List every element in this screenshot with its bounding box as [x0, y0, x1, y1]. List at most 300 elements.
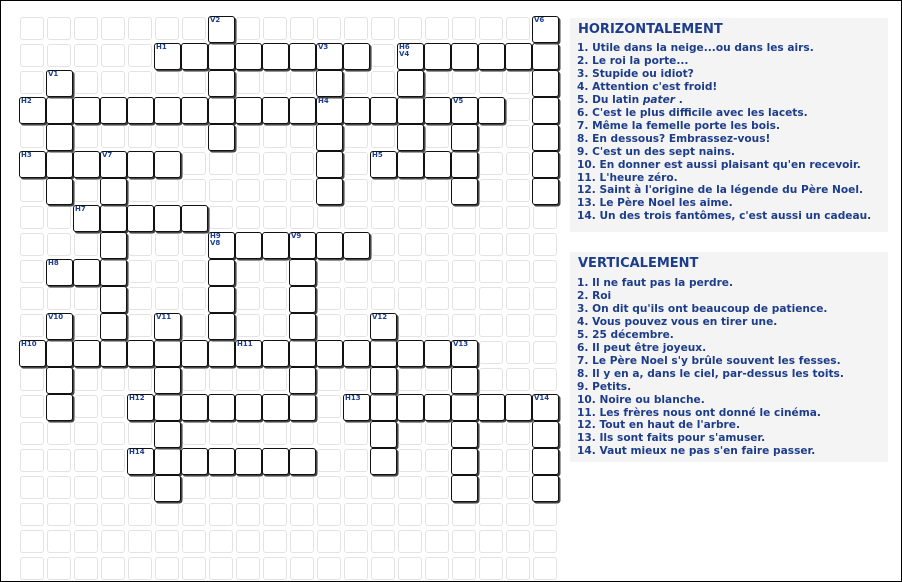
answer-cell[interactable]: [478, 43, 505, 70]
answer-cell[interactable]: [154, 340, 181, 367]
answer-cell[interactable]: [478, 394, 505, 421]
empty-grid-cell: [506, 530, 530, 553]
empty-grid-cell: [128, 422, 152, 445]
empty-grid-cell: [263, 179, 287, 202]
clue-text: 6. C'est le plus difficile avec les lacets.: [577, 106, 808, 119]
answer-cell[interactable]: [73, 205, 100, 232]
answer-cell[interactable]: [289, 313, 316, 340]
answer-cell[interactable]: [532, 448, 559, 475]
vertical-clue: [577, 342, 844, 355]
empty-grid-cell: [182, 17, 206, 40]
answer-cell[interactable]: [127, 394, 154, 421]
answer-cell[interactable]: [532, 16, 559, 43]
answer-cell[interactable]: [235, 43, 262, 70]
clue-number-label: V7: [102, 151, 113, 159]
empty-grid-cell: [236, 206, 260, 229]
empty-grid-cell: [506, 125, 530, 148]
empty-grid-cell: [263, 125, 287, 148]
clue-number-label: V12: [372, 313, 388, 321]
answer-cell[interactable]: [235, 394, 262, 421]
empty-grid-cell: [344, 557, 368, 580]
answer-cell[interactable]: [316, 43, 343, 70]
answer-cell[interactable]: [46, 151, 73, 178]
answer-cell[interactable]: [100, 205, 127, 232]
empty-grid-cell: [182, 314, 206, 337]
empty-grid-cell: [182, 287, 206, 310]
answer-cell[interactable]: [289, 232, 316, 259]
empty-grid-cell: [20, 17, 44, 40]
empty-grid-cell: [533, 557, 557, 580]
answer-cell[interactable]: [46, 178, 73, 205]
answer-cell[interactable]: [451, 43, 478, 70]
empty-grid-cell: [371, 71, 395, 94]
empty-grid-cell: [128, 71, 152, 94]
empty-grid-cell: [344, 368, 368, 391]
answer-cell[interactable]: [532, 43, 559, 70]
empty-grid-cell: [263, 557, 287, 580]
clue-text: 12. Tout en haut de l'arbre.: [577, 419, 740, 432]
answer-cell[interactable]: [370, 367, 397, 394]
empty-grid-cell: [371, 260, 395, 283]
empty-grid-cell: [425, 71, 449, 94]
empty-grid-cell: [344, 125, 368, 148]
empty-grid-cell: [506, 368, 530, 391]
empty-grid-cell: [290, 530, 314, 553]
empty-grid-cell: [317, 17, 341, 40]
answer-cell[interactable]: [370, 340, 397, 367]
clue-number-label: H11: [237, 340, 253, 348]
empty-grid-cell: [479, 314, 503, 337]
answer-cell[interactable]: [478, 97, 505, 124]
empty-grid-cell: [263, 260, 287, 283]
clue-number-label: V11: [156, 313, 172, 321]
empty-grid-cell: [209, 422, 233, 445]
empty-grid-cell: [479, 341, 503, 364]
answer-cell[interactable]: [181, 448, 208, 475]
empty-grid-cell: [128, 530, 152, 553]
clue-text: 14. Un des trois fantômes, c'est aussi un cadeau.: [577, 210, 872, 223]
empty-grid-cell: [74, 530, 98, 553]
empty-grid-cell: [74, 179, 98, 202]
answer-cell[interactable]: [154, 448, 181, 475]
answer-cell[interactable]: [451, 367, 478, 394]
empty-grid-cell: [209, 368, 233, 391]
empty-grid-cell: [236, 260, 260, 283]
answer-cell[interactable]: [397, 340, 424, 367]
answer-cell[interactable]: [370, 97, 397, 124]
answer-cell[interactable]: [451, 394, 478, 421]
answer-cell[interactable]: [208, 124, 235, 151]
answer-cell[interactable]: [235, 232, 262, 259]
empty-grid-cell: [425, 260, 449, 283]
answer-cell[interactable]: [73, 151, 100, 178]
empty-grid-cell: [20, 179, 44, 202]
answer-cell[interactable]: [46, 97, 73, 124]
answer-cell[interactable]: [532, 124, 559, 151]
empty-grid-cell: [20, 368, 44, 391]
answer-cell[interactable]: [451, 124, 478, 151]
answer-cell[interactable]: [262, 97, 289, 124]
answer-cell[interactable]: [451, 448, 478, 475]
clue-text: 12. Saint à l'origine de la légende du Père Noel.: [577, 184, 863, 197]
empty-grid-cell: [263, 476, 287, 499]
clue-number-label: V1: [48, 70, 59, 78]
empty-grid-cell: [128, 233, 152, 256]
answer-cell[interactable]: [532, 151, 559, 178]
answer-cell[interactable]: [316, 151, 343, 178]
empty-grid-cell: [128, 17, 152, 40]
answer-cell[interactable]: [46, 70, 73, 97]
empty-grid-cell: [236, 530, 260, 553]
empty-grid-cell: [236, 476, 260, 499]
answer-cell[interactable]: [316, 70, 343, 97]
answer-cell[interactable]: [154, 367, 181, 394]
clue-text: 9. Petits.: [577, 380, 632, 393]
empty-grid-cell: [128, 44, 152, 67]
answer-cell[interactable]: [154, 475, 181, 502]
answer-cell[interactable]: [19, 340, 46, 367]
answer-cell[interactable]: [154, 97, 181, 124]
empty-grid-cell: [182, 368, 206, 391]
answer-cell[interactable]: [100, 259, 127, 286]
empty-grid-cell: [290, 557, 314, 580]
clue-text: 8. En dessous? Embrassez-vous!: [577, 132, 771, 145]
answer-cell[interactable]: [262, 232, 289, 259]
clue-number-label: V14: [534, 394, 550, 402]
answer-cell[interactable]: [127, 340, 154, 367]
answer-cell[interactable]: [100, 151, 127, 178]
answer-cell[interactable]: [181, 394, 208, 421]
empty-grid-cell: [479, 233, 503, 256]
answer-cell[interactable]: [208, 286, 235, 313]
empty-grid-cell: [479, 152, 503, 175]
answer-cell[interactable]: [505, 43, 532, 70]
answer-cell[interactable]: [154, 43, 181, 70]
answer-cell[interactable]: [262, 394, 289, 421]
answer-cell[interactable]: [127, 97, 154, 124]
answer-cell[interactable]: [397, 124, 424, 151]
empty-grid-cell: [317, 476, 341, 499]
answer-cell[interactable]: [424, 340, 451, 367]
empty-grid-cell: [425, 557, 449, 580]
answer-cell[interactable]: [289, 340, 316, 367]
empty-grid-cell: [209, 152, 233, 175]
answer-cell[interactable]: [424, 43, 451, 70]
answer-cell[interactable]: [424, 394, 451, 421]
empty-grid-cell: [20, 125, 44, 148]
answer-cell[interactable]: [208, 97, 235, 124]
answer-cell[interactable]: [181, 43, 208, 70]
answer-cell[interactable]: [397, 151, 424, 178]
empty-grid-cell: [20, 503, 44, 526]
empty-grid-cell: [506, 476, 530, 499]
answer-cell[interactable]: [262, 448, 289, 475]
answer-cell[interactable]: [154, 205, 181, 232]
answer-cell[interactable]: [127, 151, 154, 178]
empty-grid-cell: [344, 449, 368, 472]
answer-cell[interactable]: [289, 448, 316, 475]
answer-cell[interactable]: [370, 151, 397, 178]
answer-cell[interactable]: [208, 43, 235, 70]
answer-cell[interactable]: [100, 340, 127, 367]
answer-cell[interactable]: [289, 367, 316, 394]
answer-cell[interactable]: [262, 340, 289, 367]
clue-number-label: H5: [372, 151, 383, 159]
answer-cell[interactable]: [100, 97, 127, 124]
clue-number-label: H4: [318, 97, 329, 105]
answer-cell[interactable]: [289, 286, 316, 313]
empty-grid-cell: [371, 125, 395, 148]
answer-cell[interactable]: [532, 178, 559, 205]
empty-grid-cell: [20, 260, 44, 283]
answer-cell[interactable]: [451, 475, 478, 502]
empty-grid-cell: [398, 179, 422, 202]
empty-grid-cell: [74, 71, 98, 94]
answer-cell[interactable]: [208, 259, 235, 286]
empty-grid-cell: [371, 206, 395, 229]
answer-cell[interactable]: [73, 259, 100, 286]
answer-cell[interactable]: [154, 151, 181, 178]
empty-grid-cell: [263, 152, 287, 175]
empty-grid-cell: [209, 530, 233, 553]
empty-grid-cell: [263, 314, 287, 337]
answer-cell[interactable]: [397, 70, 424, 97]
answer-cell[interactable]: [19, 151, 46, 178]
empty-grid-cell: [479, 422, 503, 445]
answer-cell[interactable]: [532, 421, 559, 448]
empty-grid-cell: [182, 179, 206, 202]
answer-cell[interactable]: [316, 340, 343, 367]
answer-cell[interactable]: [100, 286, 127, 313]
clue-number-label: H1: [156, 43, 167, 51]
clue-number-label: H12: [129, 394, 145, 402]
empty-grid-cell: [101, 476, 125, 499]
empty-grid-cell: [533, 341, 557, 364]
answer-cell[interactable]: [424, 151, 451, 178]
clue-number-label: H8: [48, 259, 59, 267]
empty-grid-cell: [479, 503, 503, 526]
answer-cell[interactable]: [73, 340, 100, 367]
answer-cell[interactable]: [316, 124, 343, 151]
empty-grid-cell: [290, 422, 314, 445]
empty-grid-cell: [344, 206, 368, 229]
answer-cell[interactable]: [289, 43, 316, 70]
answer-cell[interactable]: [370, 394, 397, 421]
empty-grid-cell: [101, 395, 125, 418]
answer-cell[interactable]: [19, 97, 46, 124]
answer-cell[interactable]: [46, 259, 73, 286]
answer-cell[interactable]: [451, 151, 478, 178]
answer-cell[interactable]: [289, 259, 316, 286]
answer-cell[interactable]: [343, 340, 370, 367]
empty-grid-cell: [128, 125, 152, 148]
clue-text: 2. Le roi la porte...: [577, 54, 689, 67]
answer-cell[interactable]: [208, 394, 235, 421]
horizontal-clue: [577, 184, 871, 197]
empty-grid-cell: [101, 422, 125, 445]
answer-cell[interactable]: [208, 340, 235, 367]
empty-grid-cell: [74, 287, 98, 310]
answer-cell[interactable]: [397, 97, 424, 124]
empty-grid-cell: [47, 44, 71, 67]
answer-cell[interactable]: [343, 232, 370, 259]
answer-cell[interactable]: [235, 340, 262, 367]
clue-number-label: H10: [21, 340, 37, 348]
empty-grid-cell: [398, 476, 422, 499]
clue-number-label: V13: [453, 340, 469, 348]
vertical-clue-list: [577, 277, 844, 458]
answer-cell[interactable]: [316, 232, 343, 259]
empty-grid-cell: [452, 260, 476, 283]
answer-cell[interactable]: [181, 340, 208, 367]
answer-cell[interactable]: [154, 394, 181, 421]
answer-cell[interactable]: [397, 394, 424, 421]
empty-grid-cell: [479, 17, 503, 40]
vertical-clue: [577, 303, 844, 316]
answer-cell[interactable]: [532, 475, 559, 502]
empty-grid-cell: [425, 530, 449, 553]
answer-cell[interactable]: [370, 421, 397, 448]
answer-cell[interactable]: [235, 448, 262, 475]
answer-cell[interactable]: [127, 448, 154, 475]
empty-grid-cell: [182, 260, 206, 283]
empty-grid-cell: [74, 233, 98, 256]
empty-grid-cell: [425, 287, 449, 310]
horizontal-clue: [577, 94, 871, 107]
empty-grid-cell: [344, 71, 368, 94]
clue-text: 10. En donner est aussi plaisant qu'en recevoir.: [577, 158, 861, 171]
clue-text: 7. Même la femelle porte les bois.: [577, 119, 780, 132]
clue-number-label: H7: [75, 205, 86, 213]
answer-cell[interactable]: [154, 421, 181, 448]
answer-cell[interactable]: [46, 313, 73, 340]
answer-cell[interactable]: [424, 97, 451, 124]
answer-cell[interactable]: [100, 313, 127, 340]
empty-grid-cell: [479, 260, 503, 283]
answer-cell[interactable]: [289, 97, 316, 124]
answer-cell[interactable]: [370, 448, 397, 475]
answer-cell[interactable]: [316, 97, 343, 124]
answer-cell[interactable]: [532, 394, 559, 421]
answer-cell[interactable]: [451, 340, 478, 367]
answer-cell[interactable]: [505, 394, 532, 421]
answer-cell[interactable]: [532, 70, 559, 97]
answer-cell[interactable]: [208, 16, 235, 43]
empty-grid-cell: [317, 395, 341, 418]
answer-cell[interactable]: [181, 205, 208, 232]
empty-grid-cell: [74, 476, 98, 499]
answer-cell[interactable]: [235, 97, 262, 124]
answer-cell[interactable]: [208, 70, 235, 97]
answer-cell[interactable]: [451, 178, 478, 205]
empty-grid-cell: [20, 287, 44, 310]
answer-cell[interactable]: [46, 394, 73, 421]
empty-grid-cell: [506, 422, 530, 445]
empty-grid-cell: [74, 125, 98, 148]
horizontal-clue: [577, 120, 871, 133]
answer-cell[interactable]: [46, 367, 73, 394]
vertical-clue: [577, 277, 844, 290]
answer-cell[interactable]: [208, 313, 235, 340]
empty-grid-cell: [74, 395, 98, 418]
answer-cell[interactable]: [370, 313, 397, 340]
answer-cell[interactable]: [343, 43, 370, 70]
answer-cell[interactable]: [73, 97, 100, 124]
answer-cell[interactable]: [532, 97, 559, 124]
answer-cell[interactable]: [451, 421, 478, 448]
empty-grid-cell: [317, 530, 341, 553]
answer-cell[interactable]: [451, 97, 478, 124]
empty-grid-cell: [425, 125, 449, 148]
answer-cell[interactable]: [127, 205, 154, 232]
answer-cell[interactable]: [208, 232, 235, 259]
empty-grid-cell: [506, 17, 530, 40]
answer-cell[interactable]: [343, 394, 370, 421]
empty-grid-cell: [317, 503, 341, 526]
empty-grid-cell: [452, 206, 476, 229]
empty-grid-cell: [533, 368, 557, 391]
empty-grid-cell: [317, 287, 341, 310]
horizontal-clue: [577, 42, 871, 55]
answer-cell[interactable]: [208, 448, 235, 475]
empty-grid-cell: [155, 125, 179, 148]
empty-grid-cell: [236, 557, 260, 580]
horizontal-clue: [577, 68, 871, 81]
empty-grid-cell: [128, 287, 152, 310]
empty-grid-cell: [452, 233, 476, 256]
answer-cell[interactable]: [397, 43, 424, 70]
empty-grid-cell: [47, 449, 71, 472]
answer-cell[interactable]: [100, 178, 127, 205]
empty-grid-cell: [398, 449, 422, 472]
empty-grid-cell: [317, 368, 341, 391]
empty-grid-cell: [479, 476, 503, 499]
answer-cell[interactable]: [316, 178, 343, 205]
horizontal-clue: [577, 81, 871, 94]
vertical-clue: [577, 355, 844, 368]
empty-grid-cell: [398, 233, 422, 256]
vertical-clue: [577, 290, 844, 303]
clue-text: 5. Du latin: [577, 93, 643, 106]
empty-grid-cell: [182, 476, 206, 499]
vertical-clue: [577, 381, 844, 394]
empty-grid-cell: [47, 476, 71, 499]
vertical-title: VERTICALEMENT: [578, 256, 699, 271]
answer-cell[interactable]: [154, 313, 181, 340]
answer-cell[interactable]: [289, 394, 316, 421]
empty-grid-cell: [155, 503, 179, 526]
empty-grid-cell: [263, 503, 287, 526]
answer-cell[interactable]: [262, 43, 289, 70]
answer-cell[interactable]: [46, 124, 73, 151]
empty-grid-cell: [47, 233, 71, 256]
empty-grid-cell: [47, 530, 71, 553]
empty-grid-cell: [209, 557, 233, 580]
clue-text: 11. Les frères nous ont donné le cinéma.: [577, 406, 821, 419]
answer-cell[interactable]: [181, 97, 208, 124]
empty-grid-cell: [506, 233, 530, 256]
answer-cell[interactable]: [343, 97, 370, 124]
empty-grid-cell: [74, 422, 98, 445]
vertical-clue: [577, 329, 844, 342]
answer-cell[interactable]: [100, 232, 127, 259]
answer-cell[interactable]: [46, 340, 73, 367]
empty-grid-cell: [74, 17, 98, 40]
empty-grid-cell: [533, 530, 557, 553]
empty-grid-cell: [506, 260, 530, 283]
empty-grid-cell: [155, 17, 179, 40]
empty-grid-cell: [236, 125, 260, 148]
